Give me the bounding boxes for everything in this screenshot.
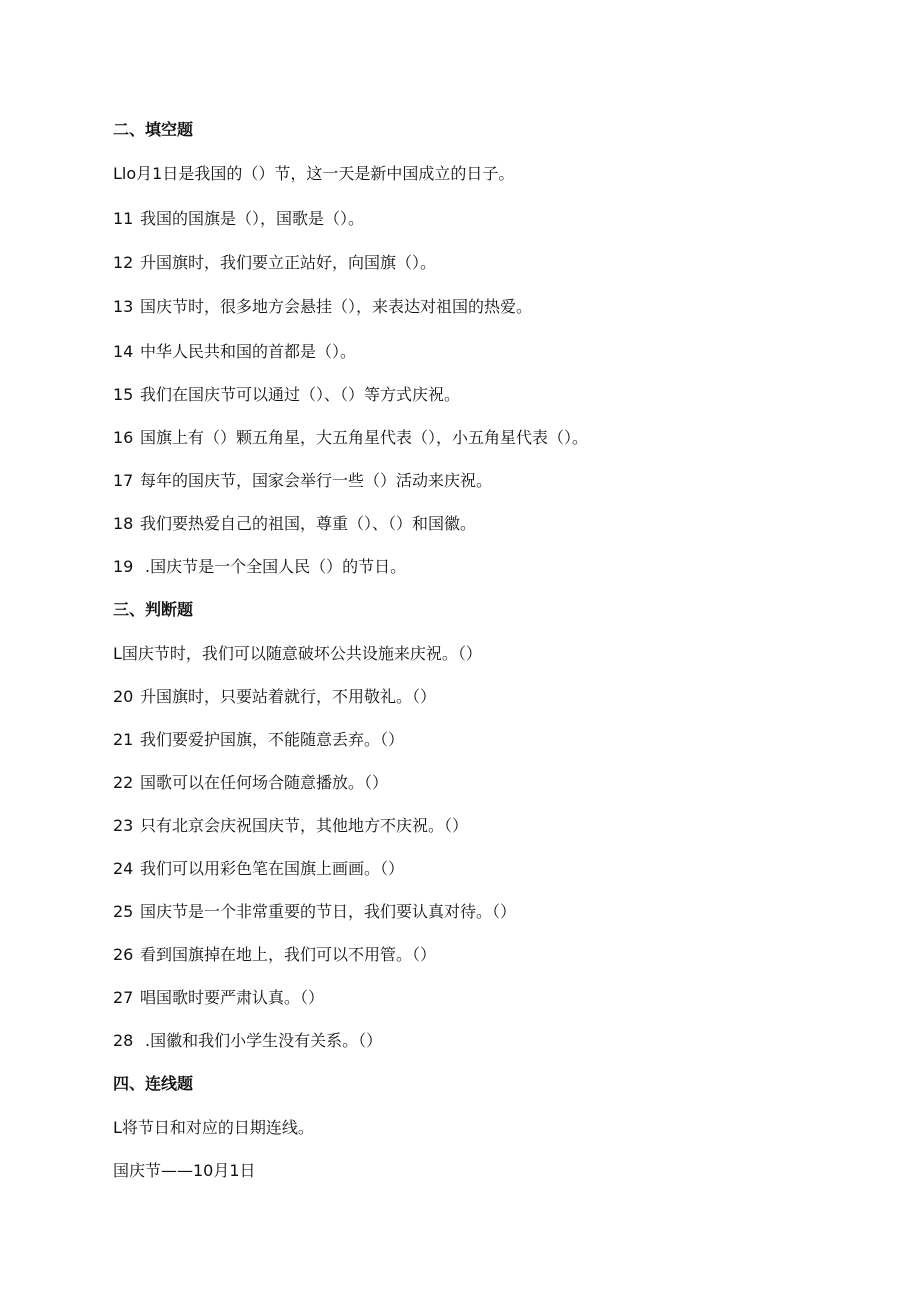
question-number: 15: [113, 385, 134, 404]
question-text: L将节日和对应的日期连线。: [113, 1118, 314, 1137]
section-heading-fill-blank: 二、填空题: [113, 120, 194, 139]
true-false-question: [113, 816, 468, 836]
matching-instruction: [113, 1118, 314, 1138]
true-false-question: [113, 988, 324, 1008]
true-false-question: [113, 687, 436, 707]
question-text: 国歌可以在任何场合随意播放。（）: [140, 773, 389, 792]
true-false-question: [113, 730, 404, 750]
question-number: 11: [113, 209, 134, 228]
question-text: 我们要热爱自己的祖国，尊重（）、（）和国徽。: [140, 514, 477, 533]
question-text: 国旗上有（）颗五角星，大五角星代表（），小五角星代表（）。: [140, 428, 589, 447]
true-false-question: [113, 945, 436, 965]
true-false-question: [113, 773, 388, 793]
question-number: 14: [113, 342, 134, 361]
question-number: 20: [113, 687, 134, 706]
fill-blank-question: [113, 164, 514, 184]
true-false-question: [113, 859, 404, 879]
fill-blank-question: [113, 557, 406, 577]
question-text: 国庆节时，很多地方会悬挂（），来表达对祖国的热爱。: [140, 297, 533, 316]
fill-blank-question: [113, 209, 364, 229]
question-text: .国庆节是一个全国人民（）的节日。: [145, 557, 407, 576]
question-text: L国庆节时，我们可以随意破坏公共设施来庆祝。（）: [113, 644, 482, 663]
fill-blank-question: [113, 342, 356, 362]
true-false-question: [113, 1031, 382, 1051]
question-text: 只有北京会庆祝国庆节，其他地方不庆祝。（）: [140, 816, 469, 835]
question-number: 23: [113, 816, 134, 835]
question-text: 我们要爱护国旗，不能随意丢弃。（）: [140, 730, 405, 749]
question-number: 21: [113, 730, 134, 749]
fill-blank-question: [113, 253, 436, 273]
question-text: 国庆节是一个非常重要的节日，我们要认真对待。（）: [140, 902, 517, 921]
question-number: 27: [113, 988, 134, 1007]
question-text: 每年的国庆节，国家会举行一些（）活动来庆祝。: [140, 471, 493, 490]
fill-blank-question: [113, 297, 532, 317]
question-number: 28: [113, 1031, 134, 1050]
question-text: Llo月1日是我国的（）节，这一天是新中国成立的日子。: [113, 164, 515, 183]
section-heading-true-false: 三、判断题: [113, 600, 194, 619]
fill-blank-question: [113, 471, 492, 491]
question-text: 国庆节——10月1日: [113, 1161, 256, 1180]
question-number: 25: [113, 902, 134, 921]
fill-blank-question: [113, 514, 476, 534]
question-text: 中华人民共和国的首都是（）。: [140, 342, 357, 361]
question-text: 升国旗时，只要站着就行，不用敬礼。（）: [140, 687, 437, 706]
matching-pair: [113, 1161, 256, 1181]
question-number: 24: [113, 859, 134, 878]
question-number: 17: [113, 471, 134, 490]
question-number: 18: [113, 514, 134, 533]
question-text: 看到国旗掉在地上，我们可以不用管。（）: [140, 945, 437, 964]
question-number: 12: [113, 253, 134, 272]
question-text: 我们在国庆节可以通过（）、（）等方式庆祝。: [140, 385, 461, 404]
question-number: 22: [113, 773, 134, 792]
question-number: 19: [113, 557, 134, 576]
fill-blank-question: [113, 428, 588, 448]
section-heading-matching: 四、连线题: [113, 1074, 194, 1093]
question-text: 我国的国旗是（），国歌是（）。: [140, 209, 365, 228]
question-number: 16: [113, 428, 134, 447]
fill-blank-question: [113, 385, 460, 405]
question-text: 升国旗时，我们要立正站好，向国旗（）。: [140, 253, 437, 272]
true-false-question: [113, 644, 482, 664]
true-false-question: [113, 902, 516, 922]
question-number: 13: [113, 297, 134, 316]
question-text: .国徽和我们小学生没有关系。（）: [145, 1031, 383, 1050]
question-number: 26: [113, 945, 134, 964]
question-text: 我们可以用彩色笔在国旗上画画。（）: [140, 859, 405, 878]
question-text: 唱国歌时要严肃认真。（）: [140, 988, 325, 1007]
